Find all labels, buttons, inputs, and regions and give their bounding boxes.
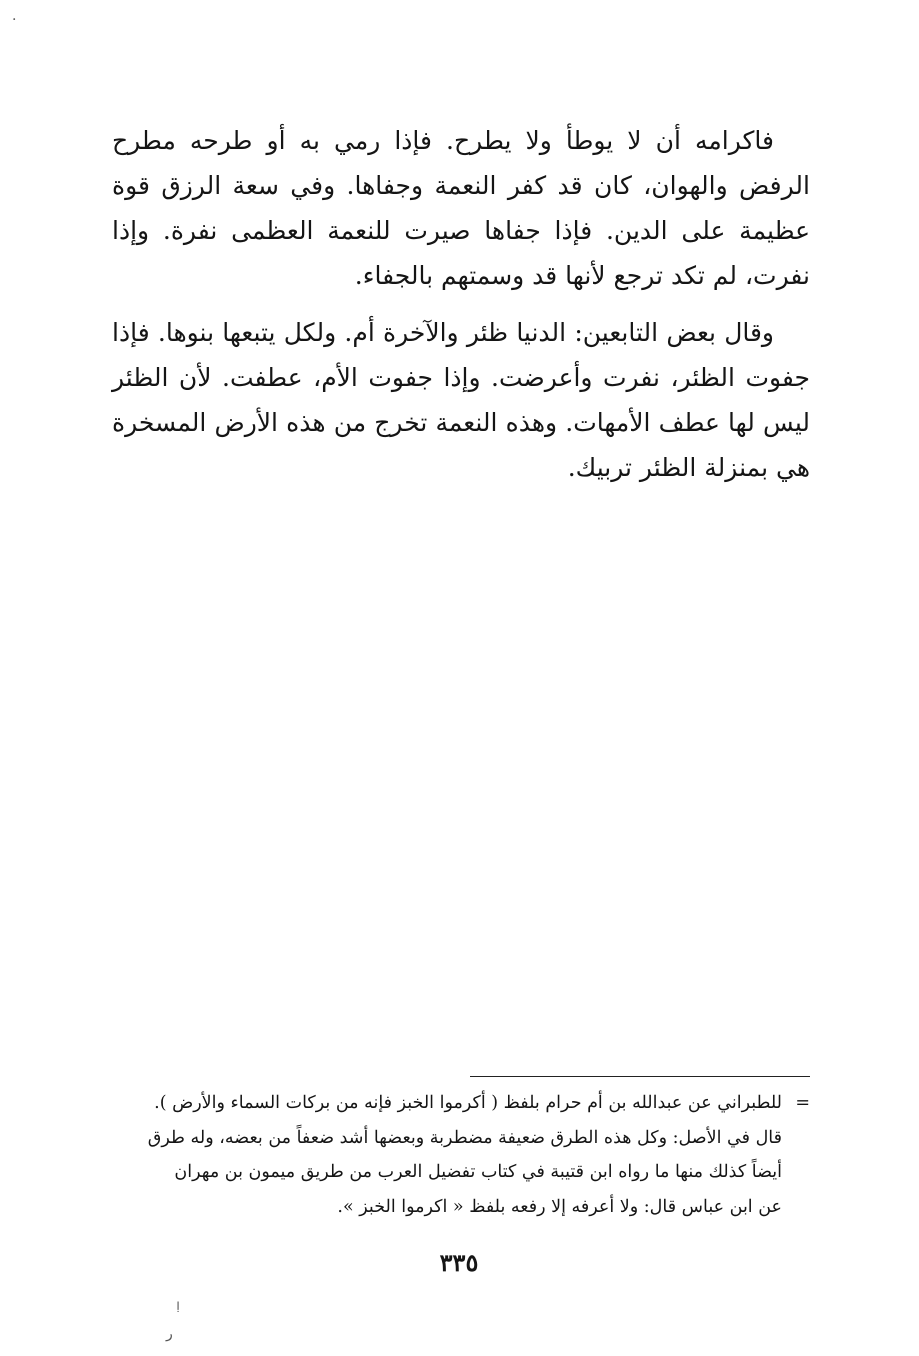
scan-mark-bottom-1: ǃ xyxy=(176,1300,181,1316)
scan-mark-bottom-2: ﺭ xyxy=(166,1326,173,1342)
page-number: ٣٣٥ xyxy=(439,1248,479,1277)
main-text xyxy=(112,118,810,490)
footnotes xyxy=(110,1086,810,1224)
scan-mark-top-left: · xyxy=(12,12,17,28)
footnote-line-text: قال في الأصل: وكل هذه الطرق ضعيفة مضطربة وبعضها أشد ضعفاً من بعضه، وله طرق xyxy=(147,1127,782,1148)
footnote-line xyxy=(110,1121,810,1156)
footnote-separator xyxy=(470,1076,810,1077)
footnote-line xyxy=(110,1155,810,1190)
footnote-line-text: أيضاً كذلك منها ما رواه ابن قتيبة في كتاب تفضيل العرب من طريق ميمون بن مهران xyxy=(174,1162,782,1182)
footnote-line-text: للطبراني عن عبدالله بن أم حرام بلفظ ( أكرموا الخبز فإنه من بركات السماء والأرض ). xyxy=(154,1093,782,1113)
footnote-line xyxy=(110,1086,810,1121)
paragraph-2: وقال بعض التابعين: الدنيا ظئر والآخرة أم. ولكل يتبعها بنوها. فإذا جفوت الظئر، نفرت وأعرضت. وإذا جفوت الأم، عطفت. لأن الظئر ليس لها عطف الأمهات. وهذه النعمة تخرج من هذه الأرض المسخرة هي بمنزلة الظئر تربيك. xyxy=(112,318,810,482)
footnote-line-text: عن ابن عباس قال: ولا أعرفه إلا رفعه بلفظ « اكرموا الخبز ». xyxy=(337,1196,782,1217)
paragraph-1: فاكرامه أن لا يوطأ ولا يطرح. فإذا رمي به أو طرحه مطرح الرفض والهوان، كان قد كفر النعمة وجفاها. وفي سعة الرزق قوة عظيمة على الدين. فإذا جفاها صيرت للنعمة العظمى نفرة. وإذا نفرت، لم تكد ترجع لأنها قد وسمتهم بالجفاء. xyxy=(112,126,810,290)
footnote-continuation-marker: = xyxy=(795,1093,810,1113)
footnote-line xyxy=(110,1190,810,1225)
